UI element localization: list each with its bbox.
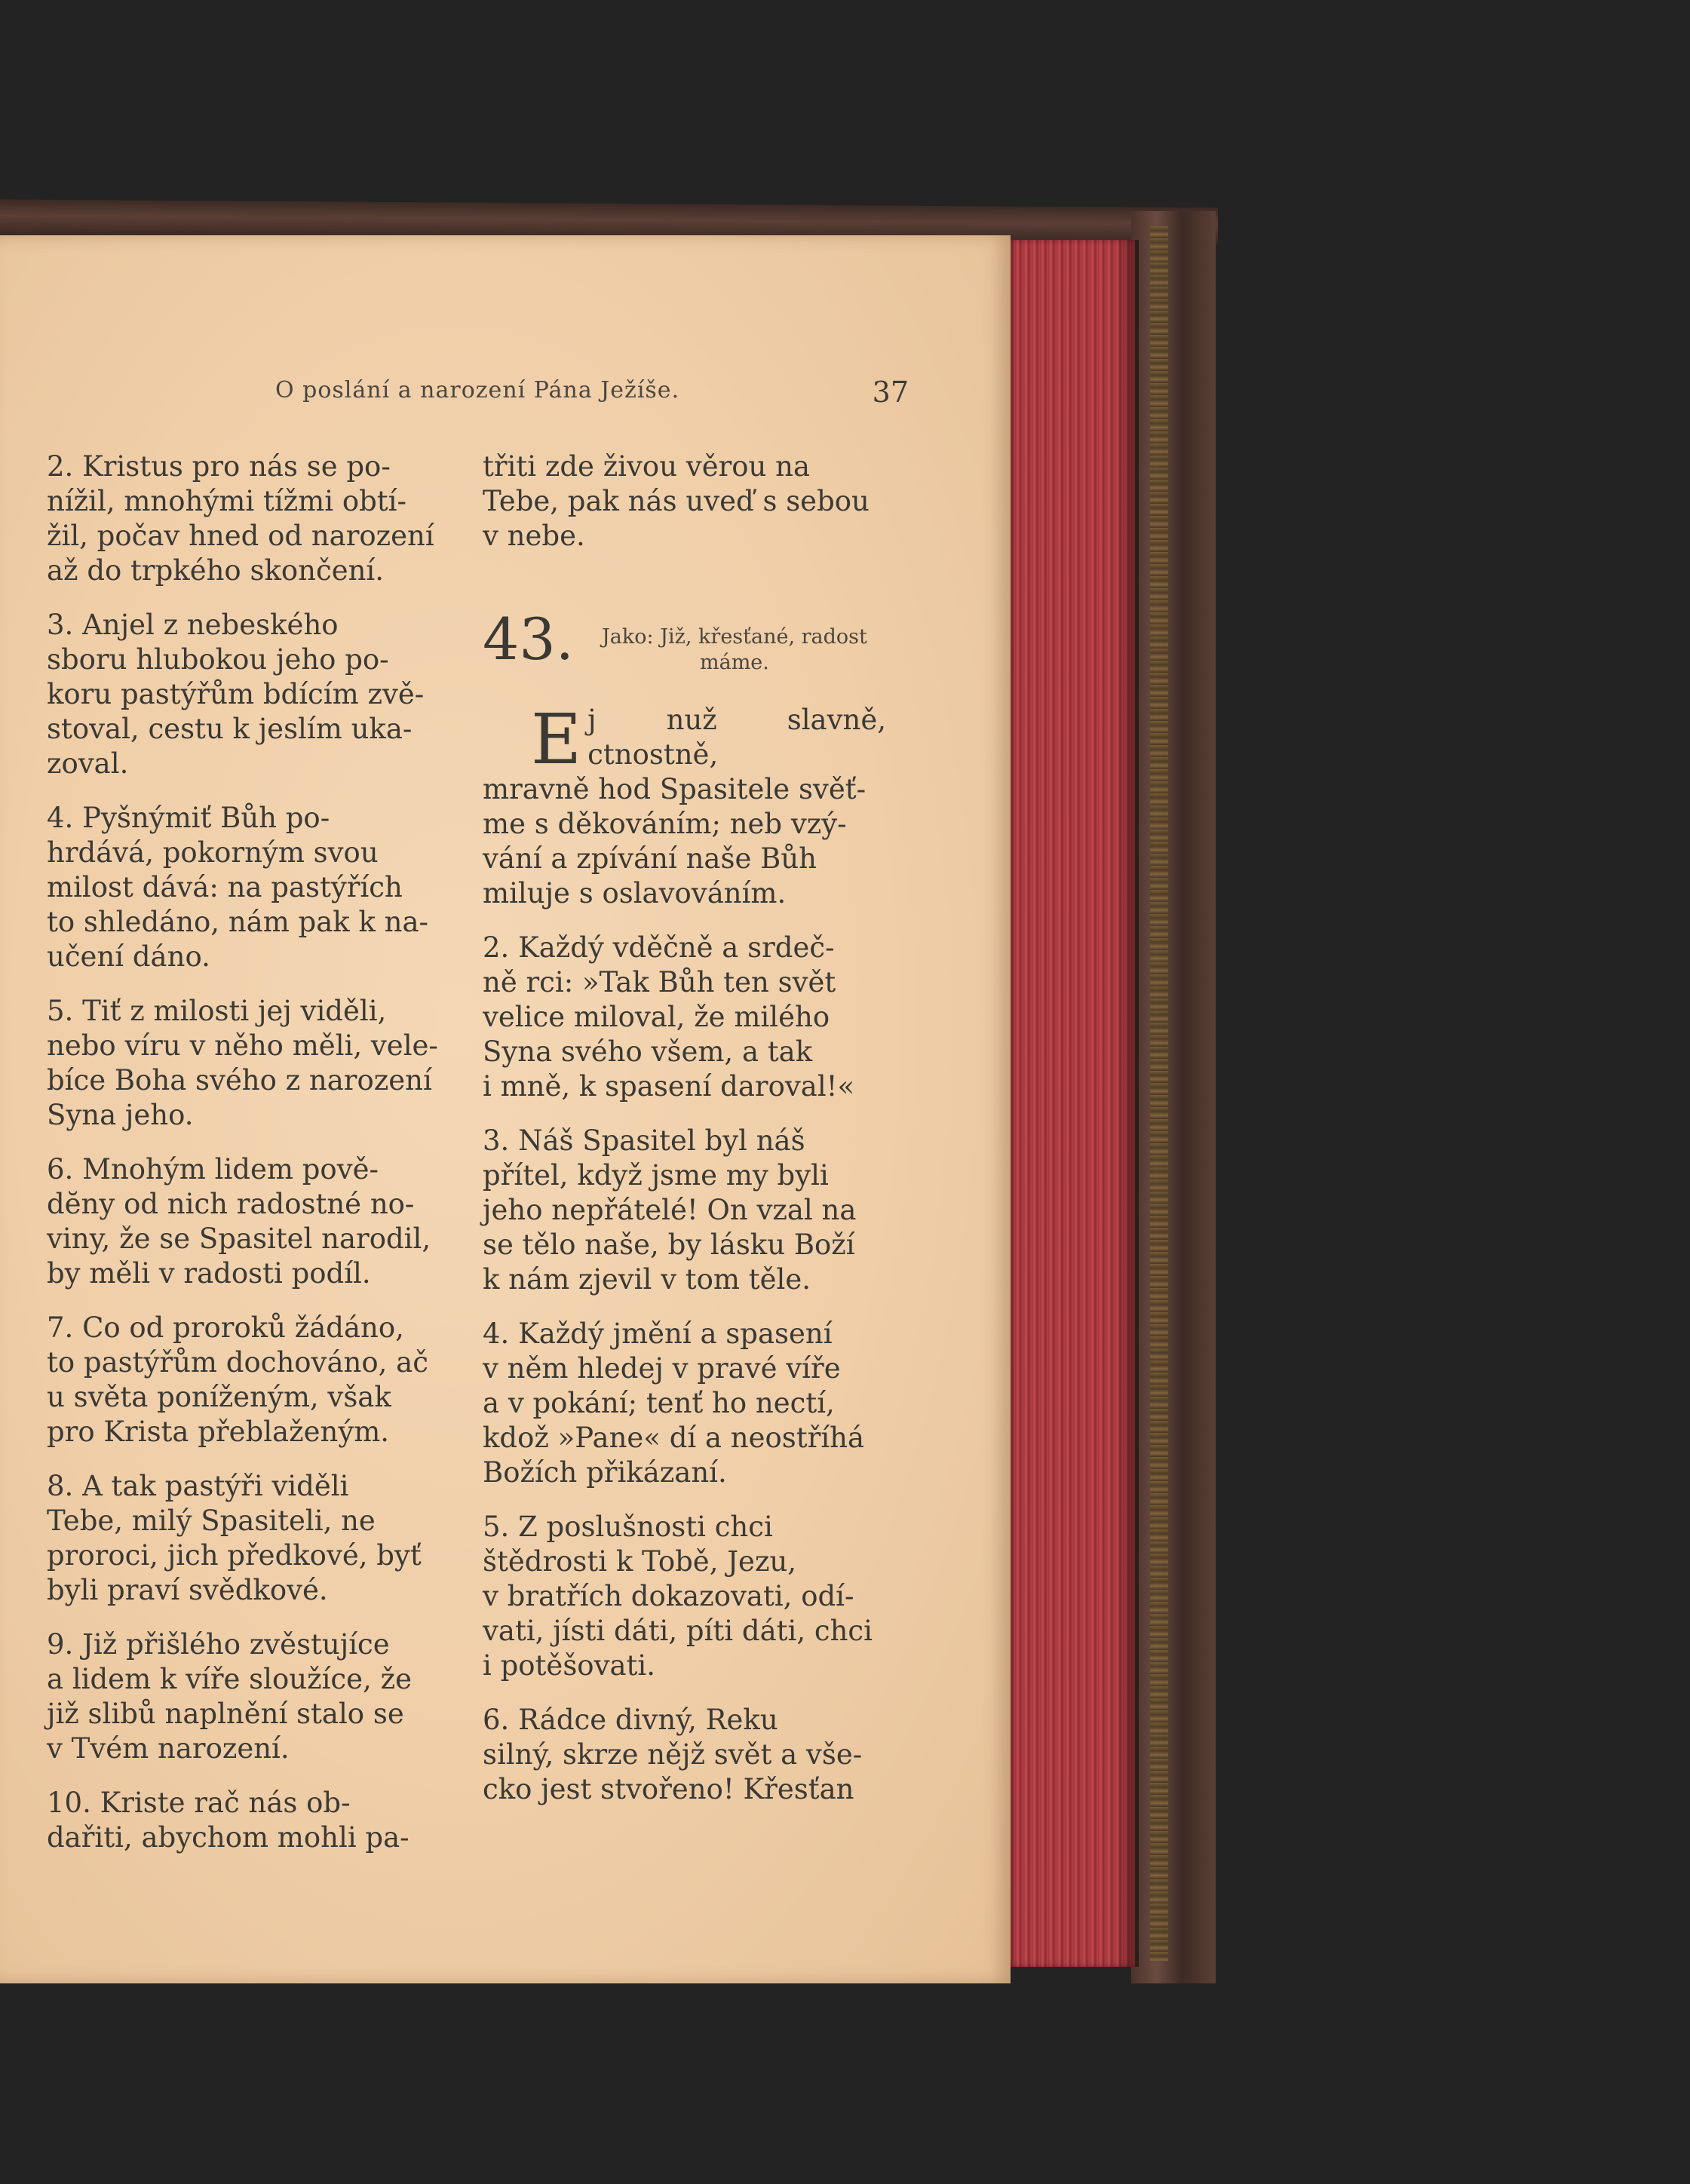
verse: 3. Náš Spasitel byl náš přítel, když jsme my byli jeho nepřátelé! On vzal na se tělo naše, by lásku Boží k nám zjevil v tom těle. (483, 1124, 857, 1296)
verse: 2. Každý vděčně a srdeč- ně rci: »Tak Bůh ten svět velice miloval, že milého Syna svého všem, a tak i mně, k spasení daroval!« (483, 931, 855, 1103)
page-number: 37 (872, 376, 909, 409)
verse: 9. Již přišlého zvěstujíce a lidem k víře sloužíce, že již slibů naplnění stalo se v Tvém narození. (47, 1628, 412, 1765)
right-column (483, 449, 886, 1827)
hymn-tune-note: Jako: Již, křesťané, radost máme. (601, 625, 867, 674)
verse: 4. Pyšnýmiť Bůh po- hrdává, pokorným svou milost dává: na pastýřích to shledáno, nám pak k na- učení dáno. (47, 802, 429, 973)
left-column (47, 449, 445, 1875)
verse: 7. Co od proroků žádáno, to pastýřům dochováno, ač u světa poníženým, však pro Krista přeblaženým. (47, 1311, 428, 1448)
verse: 3. Anjel z nebeského sboru hlubokou jeho po- koru pastýřům bdícím zvě- stoval, cestu k jeslím uka- zoval. (47, 609, 425, 780)
verse: 8. A tak pastýři viděli Tebe, milý Spasiteli, ne proroci, jich předkové, byť byli praví svědkové. (47, 1470, 422, 1606)
running-header: O poslání a narození Pána Ježíše. (275, 377, 680, 403)
verse: 2. Kristus pro nás se po- nížil, mnohými tížmi obtí- žil, počav hned od narození až do trpkého skončení. (47, 450, 434, 587)
spine-gilt-decoration (1150, 226, 1168, 1961)
book-spine (1131, 211, 1216, 1983)
verse: 6. Rádce divný, Reku silný, skrze nějž svět a vše- cko jest stvořeno! Křesťan (483, 1704, 863, 1805)
verse: 5. Z poslušnosti chci štědrosti k Tobě, Jezu, v bratřích dokazovati, odí- vati, jísti dáti, píti dáti, chci i potěšovati. (483, 1511, 873, 1682)
drop-cap: E (531, 699, 582, 780)
verse: 5. Tiť z milosti jej viděli, nebo víru v něho měli, vele- bíce Boha svého z narození Syna jeho. (47, 995, 438, 1131)
verse: 10. Kriste rač nás ob- dařiti, abychom mohli pa- (47, 1787, 409, 1854)
first-verse-text: j nuž slavně, ctnostně, mravně hod Spasitele svěť- me s děkováním; neb vzý- vání a zpívání naše Bůh miluje s oslavováním. (483, 704, 886, 909)
verse-continuation: třiti zde živou věrou na Tebe, pak nás uveď s sebou v nebe. (483, 450, 870, 552)
page-edge-shadow (1116, 240, 1139, 1967)
first-verse (483, 699, 886, 911)
hymn-heading (483, 606, 886, 676)
verse: 6. Mnohým lidem pově- dĕny od nich radostné no- viny, že se Spasitel narodil, by měli v radosti podíl. (47, 1153, 431, 1290)
verse: 4. Každý jmění a spasení v něm hledej v pravé víře a v pokání; tenť ho nectí, kdož »Pane« dí a neostříhá Božích přikázaní. (483, 1317, 865, 1489)
hymn-number: 43. (483, 606, 574, 673)
